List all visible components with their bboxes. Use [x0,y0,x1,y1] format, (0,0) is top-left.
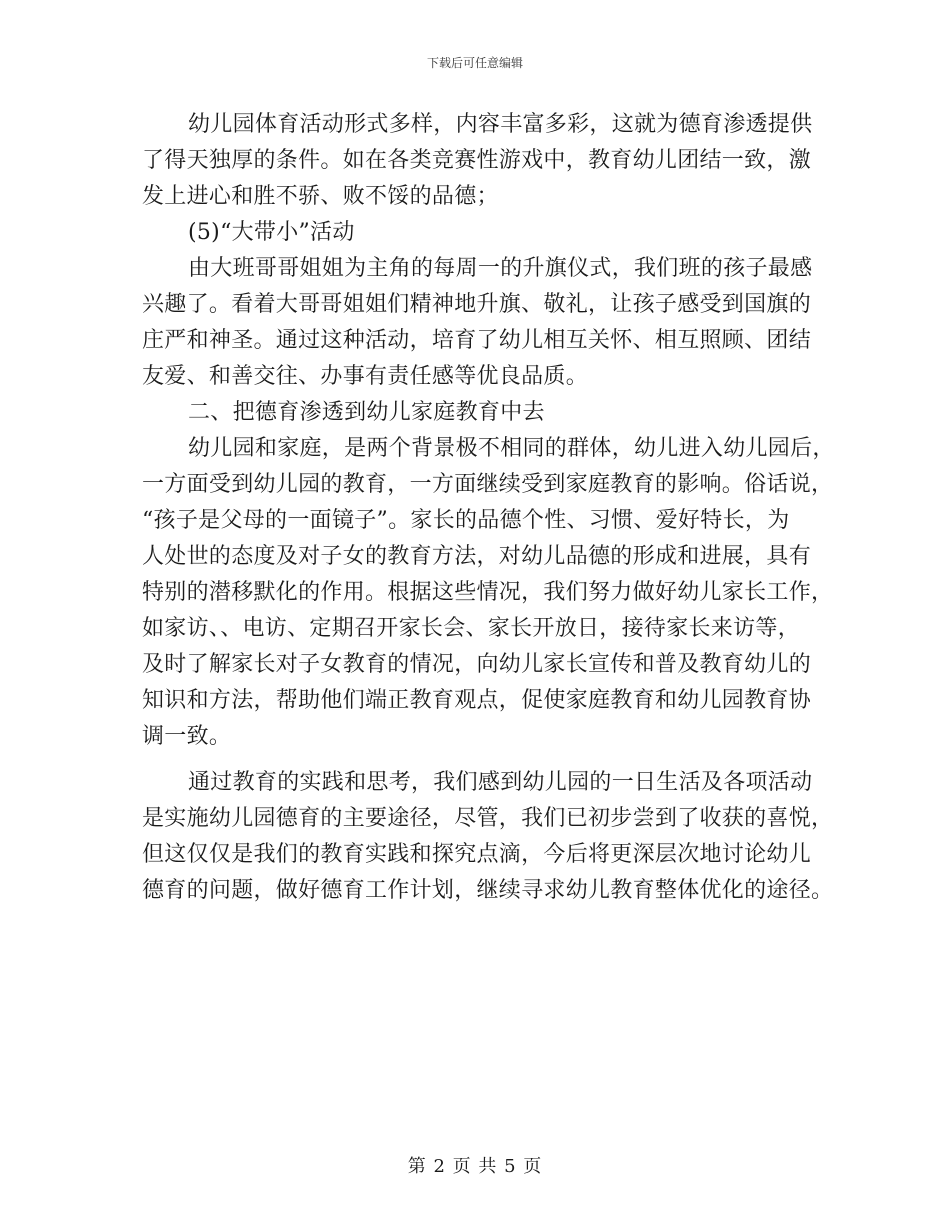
document-body [142,107,835,909]
text-line: 人处世的态度及对子女的教育方法，对幼儿品德的形成和进展，具有 [142,544,812,569]
paragraph-spacer [142,755,810,765]
paragraph-sports-activities [142,107,813,215]
subheading-big-help-small [142,215,810,251]
text-line: (5)“大带小”活动 [188,220,355,245]
text-line: 二、把德育渗透到幼儿家庭教育中去 [188,400,545,425]
page-header: 下载后可任意编辑 [426,56,523,70]
text-line: 调一致。 [142,724,232,749]
text-line: 德育的问题，做好德育工作计划，继续寻求幼儿教育整体优化的途径。 [142,878,834,903]
section-heading-family-education [142,395,810,431]
page-number-footer: 第 2 页 共 5 页 [407,1156,543,1177]
paragraph-flag-ceremony [142,251,813,395]
text-line: “孩子是父母的一面镜子”。家长的品德个性、习惯、爱好特长，为 [142,508,790,533]
text-line: 如家访、、电访、定期召开家长会、家长开放日，接待家长来访等， [142,616,801,641]
text-line: 特别的潜移默化的作用。根据这些情况，我们努力做好幼儿家长工作， [142,580,834,605]
text-line: 是实施幼儿园德育的主要途径，尽管，我们已初步尝到了收获的喜悦， [142,806,834,831]
text-line: 了得天独厚的条件。如在各类竞赛性游戏中，教育幼儿团结一致，激 [142,148,812,173]
text-line: 幼儿园体育活动形式多样，内容丰富多彩，这就为德育渗透提供 [188,112,813,137]
text-line: 发上进心和胜不骄、败不馁的品德； [142,184,499,209]
text-line: 知识和方法，帮助他们端正教育观点，促使家庭教育和幼儿园教育协 [142,688,812,713]
text-line: 友爱、和善交往、办事有责任感等优良品质。 [142,364,589,389]
text-line: 但这仅仅是我们的教育实践和探究点滴，今后将更深层次地讨论幼儿 [142,842,812,867]
paragraph-conclusion [142,765,834,909]
text-line: 由大班哥哥姐姐为主角的每周一的升旗仪式，我们班的孩子最感 [188,256,813,281]
text-line: 兴趣了。看着大哥哥姐姐们精神地升旗、敬礼，让孩子感受到国旗的 [142,292,812,317]
text-line: 及时了解家长对子女教育的情况，向幼儿家长宣传和普及教育幼儿的 [142,652,812,677]
text-line: 幼儿园和家庭，是两个背景极不相同的群体，幼儿进入幼儿园后， [188,436,835,461]
text-line: 一方面受到幼儿园的教育，一方面继续受到家庭教育的影响。俗话说， [142,472,834,497]
text-line: 通过教育的实践和思考，我们感到幼儿园的一日生活及各项活动 [188,770,813,795]
paragraph-family-cooperation [142,431,835,755]
text-line: 庄严和神圣。通过这种活动，培育了幼儿相互关怀、相互照顾、团结 [142,328,812,353]
